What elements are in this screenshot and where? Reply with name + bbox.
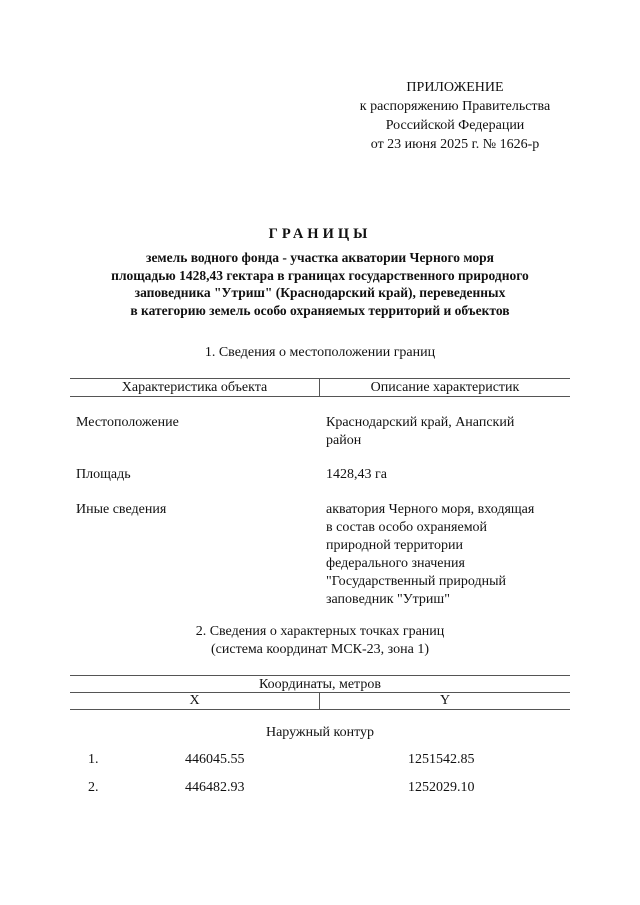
- subtitle-line: в категорию земель особо охраняемых территорий и объектов: [130, 302, 510, 318]
- column-header-characteristic: Характеристика объекта: [121, 380, 268, 395]
- value-line: заповедник "Утриш": [326, 592, 450, 607]
- section2-heading: 2. Сведения о характерных точках границ: [195, 624, 445, 639]
- value-line: "Государственный природный: [326, 574, 506, 589]
- subtitle-line: площадью 1428,43 гектара в границах государственного природного: [111, 267, 529, 283]
- row-label-other: Иные сведения: [76, 502, 167, 517]
- contour-label: Наружный контур: [265, 725, 375, 740]
- row-label-area: Площадь: [76, 467, 131, 482]
- section2-subheading: (система координат МСК-23, зона 1): [211, 642, 429, 657]
- row-value-other: [326, 501, 576, 609]
- subtitle-line: заповедника "Утриш" (Краснодарский край), переведенных: [134, 285, 506, 300]
- x-header: X: [189, 693, 200, 708]
- point-x: 446482.93: [185, 780, 245, 795]
- value-line: природной территории: [326, 538, 463, 553]
- row-value-location: [326, 414, 576, 450]
- appendix-header: [330, 78, 580, 154]
- table-header-rule: [70, 396, 570, 397]
- value-line: федерального значения: [326, 556, 465, 571]
- coords-header: Координаты, метров: [259, 677, 381, 692]
- y-header: Y: [439, 693, 451, 708]
- appendix-title: ПРИЛОЖЕНИЕ: [406, 80, 504, 95]
- row-label-location: Местоположение: [76, 415, 179, 430]
- value-line: район: [326, 433, 362, 448]
- appendix-line: Российской Федерации: [385, 118, 525, 133]
- value-line: в состав особо охраняемой: [326, 520, 488, 535]
- value-line: Краснодарский край, Анапский: [326, 415, 515, 430]
- point-y: 1252029.10: [408, 780, 475, 795]
- document-subtitle: [70, 249, 570, 319]
- document-title: ГРАНИЦЫ: [268, 226, 372, 242]
- subtitle-line: земель водного фонда - участка акватории Черного моря: [146, 250, 494, 265]
- point-number: 2.: [88, 780, 99, 795]
- column-header-description: Описание характеристик: [370, 380, 520, 395]
- point-y: 1251542.85: [408, 752, 475, 767]
- point-x: 446045.55: [185, 752, 245, 767]
- appendix-line: к распоряжению Правительства: [359, 99, 551, 114]
- appendix-date-number: от 23 июня 2025 г. № 1626-р: [370, 137, 540, 152]
- point-number: 1.: [88, 752, 99, 767]
- section1-heading: 1. Сведения о местоположении границ: [204, 345, 436, 360]
- row-value-area: 1428,43 га: [326, 467, 387, 482]
- value-line: акватория Черного моря, входящая: [326, 502, 535, 517]
- coords-bottom-rule: [70, 709, 570, 710]
